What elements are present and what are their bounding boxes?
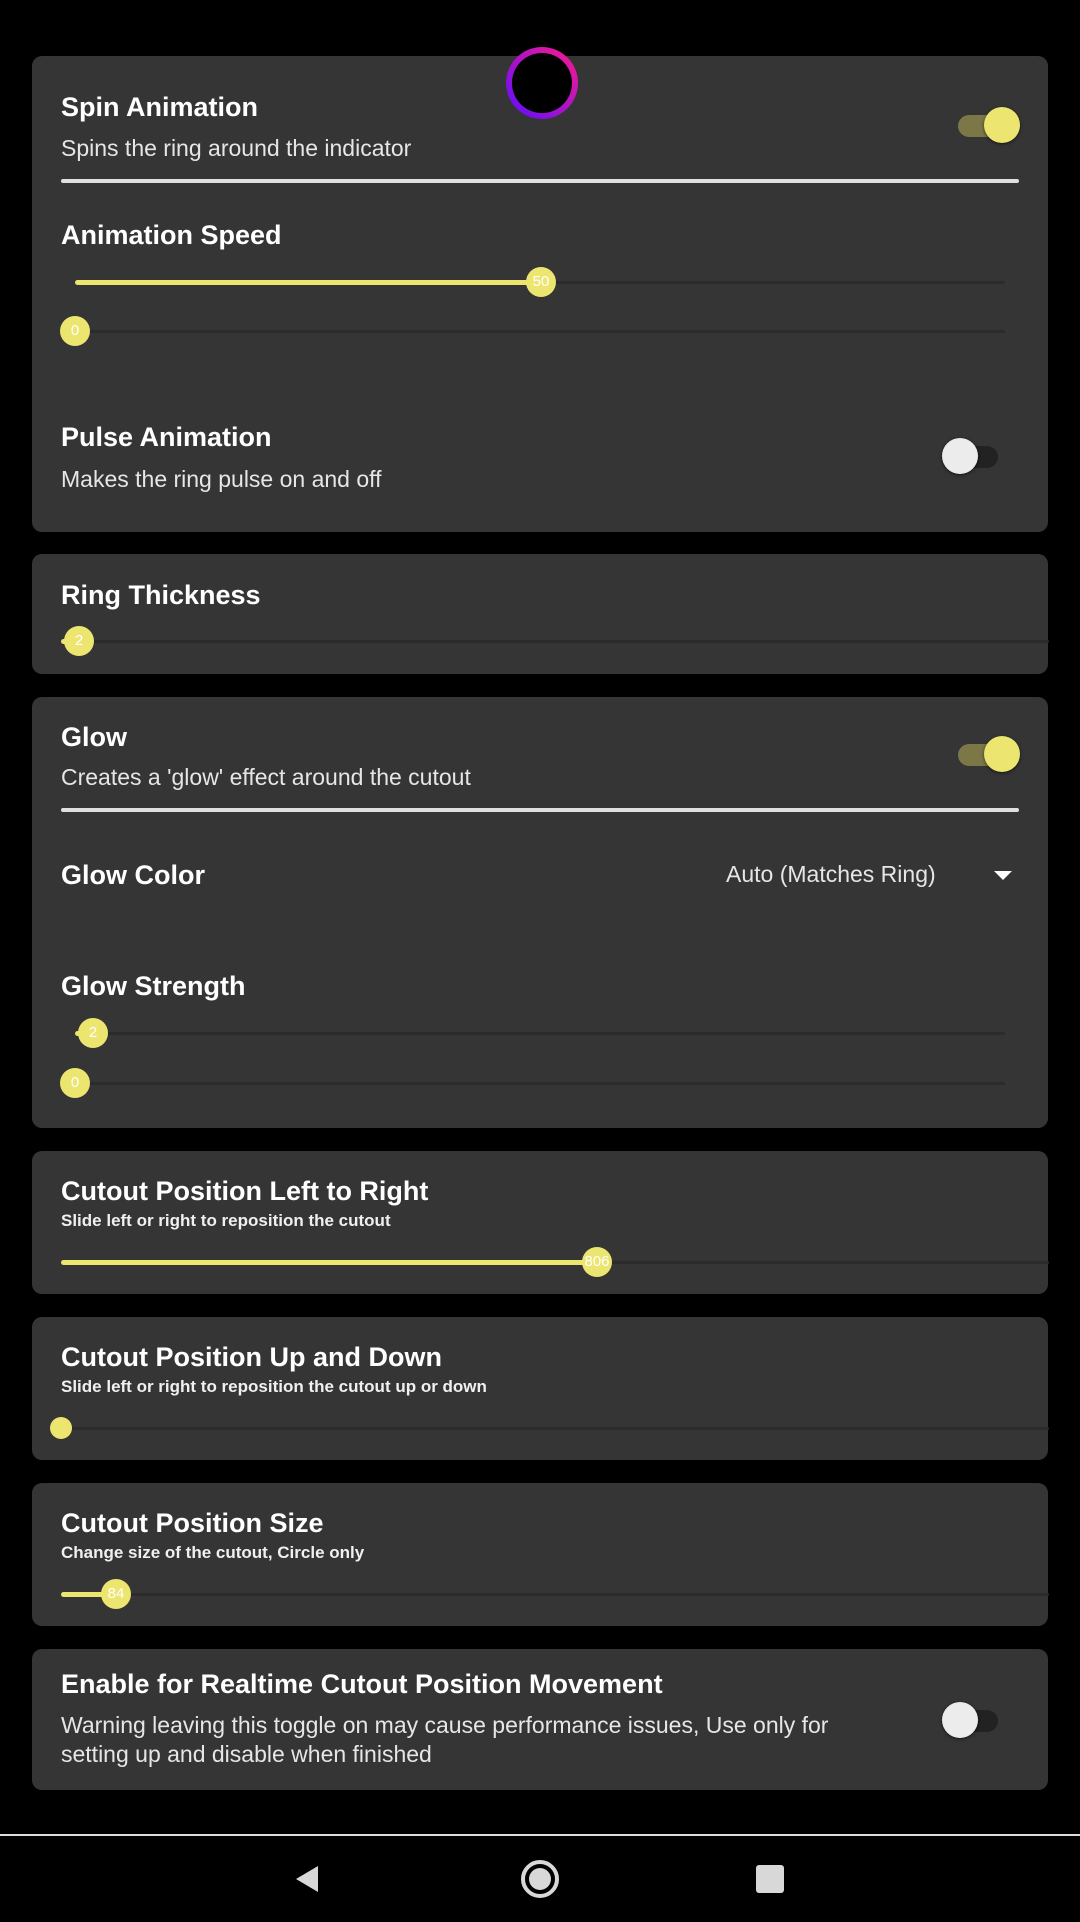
realtime-title: Enable for Realtime Cutout Position Movement — [61, 1669, 663, 1699]
chevron-down-icon — [994, 871, 1012, 880]
glow-strength-label: Glow Strength — [61, 971, 246, 1001]
cutout-size-thumb[interactable]: 84 — [101, 1579, 131, 1609]
animation-speed-thumb[interactable]: 50 — [526, 267, 556, 297]
cutout-size-slider[interactable] — [61, 1577, 1049, 1611]
glow-strength-slider[interactable] — [75, 1016, 1005, 1050]
animation-speed-min-thumb[interactable]: 0 — [60, 316, 90, 346]
glow-card — [32, 697, 1048, 1128]
toggle-knob — [942, 1702, 978, 1738]
cutout-position-ud-desc: Slide left or right to reposition the cutout up or down — [61, 1377, 487, 1396]
cutout-position-lr-desc: Slide left or right to reposition the cutout — [61, 1211, 391, 1230]
slider-rail — [75, 1082, 1005, 1085]
glow-color-label: Glow Color — [61, 860, 205, 890]
cutout-position-lr-card — [32, 1151, 1048, 1294]
realtime-card — [32, 1649, 1048, 1790]
toggle-knob — [942, 438, 978, 474]
pulse-animation-toggle[interactable] — [942, 435, 1002, 475]
ring-thickness-slider[interactable] — [61, 624, 1049, 658]
ring-thickness-title: Ring Thickness — [61, 580, 261, 610]
animation-card — [32, 56, 1048, 532]
slider-fill — [75, 280, 541, 285]
realtime-desc-line2: setting up and disable when finished — [61, 1741, 432, 1767]
realtime-desc-line1: Warning leaving this toggle on may cause performance issues, Use only for — [61, 1712, 829, 1738]
glow-title: Glow — [61, 722, 127, 752]
cutout-hole — [512, 53, 572, 113]
slider-rail — [61, 1427, 1049, 1430]
home-icon[interactable] — [519, 1858, 561, 1900]
ring-thickness-thumb[interactable]: 2 — [64, 626, 94, 656]
glow-color-value: Auto (Matches Ring) — [726, 861, 936, 887]
realtime-toggle[interactable] — [942, 1699, 1002, 1739]
cutout-size-title: Cutout Position Size — [61, 1508, 324, 1538]
cutout-position-lr-title: Cutout Position Left to Right — [61, 1176, 429, 1206]
toggle-knob — [984, 107, 1020, 143]
slider-rail — [61, 640, 1049, 643]
divider — [61, 179, 1019, 183]
glow-strength-min-slider[interactable] — [70, 1066, 1005, 1100]
cutout-position-ud-thumb[interactable] — [50, 1417, 72, 1439]
slider-rail — [75, 330, 1005, 333]
recents-icon[interactable] — [756, 1865, 784, 1893]
animation-speed-title: Animation Speed — [61, 220, 282, 250]
slider-fill — [61, 1260, 597, 1265]
cutout-ring-indicator — [506, 47, 578, 119]
toggle-knob — [984, 736, 1020, 772]
slider-rail — [61, 1593, 1049, 1596]
spin-animation-desc: Spins the ring around the indicator — [61, 135, 412, 161]
pulse-animation-desc: Makes the ring pulse on and off — [61, 466, 382, 492]
spin-animation-toggle[interactable] — [954, 104, 1014, 144]
cutout-position-ud-slider[interactable] — [61, 1411, 1049, 1445]
animation-speed-slider[interactable] — [75, 265, 1005, 299]
cutout-position-lr-thumb[interactable]: 806 — [582, 1247, 612, 1277]
slider-rail — [75, 1032, 1005, 1035]
glow-strength-thumb[interactable]: 2 — [78, 1018, 108, 1048]
glow-desc: Creates a 'glow' effect around the cutout — [61, 764, 471, 790]
cutout-position-ud-card — [32, 1317, 1048, 1460]
navigation-bar — [0, 1834, 1080, 1922]
cutout-position-lr-slider[interactable] — [61, 1245, 1049, 1279]
cutout-size-card — [32, 1483, 1048, 1626]
divider — [61, 808, 1019, 812]
glow-toggle[interactable] — [954, 733, 1014, 773]
glow-color-dropdown[interactable] — [712, 847, 1032, 903]
cutout-size-desc: Change size of the cutout, Circle only — [61, 1543, 365, 1562]
ring-thickness-card — [32, 554, 1048, 674]
back-icon[interactable] — [292, 1864, 322, 1894]
animation-speed-min-slider[interactable] — [70, 314, 1005, 348]
spin-animation-title: Spin Animation — [61, 92, 258, 122]
pulse-animation-title: Pulse Animation — [61, 422, 272, 452]
cutout-position-ud-title: Cutout Position Up and Down — [61, 1342, 442, 1372]
glow-strength-min-thumb[interactable]: 0 — [60, 1068, 90, 1098]
